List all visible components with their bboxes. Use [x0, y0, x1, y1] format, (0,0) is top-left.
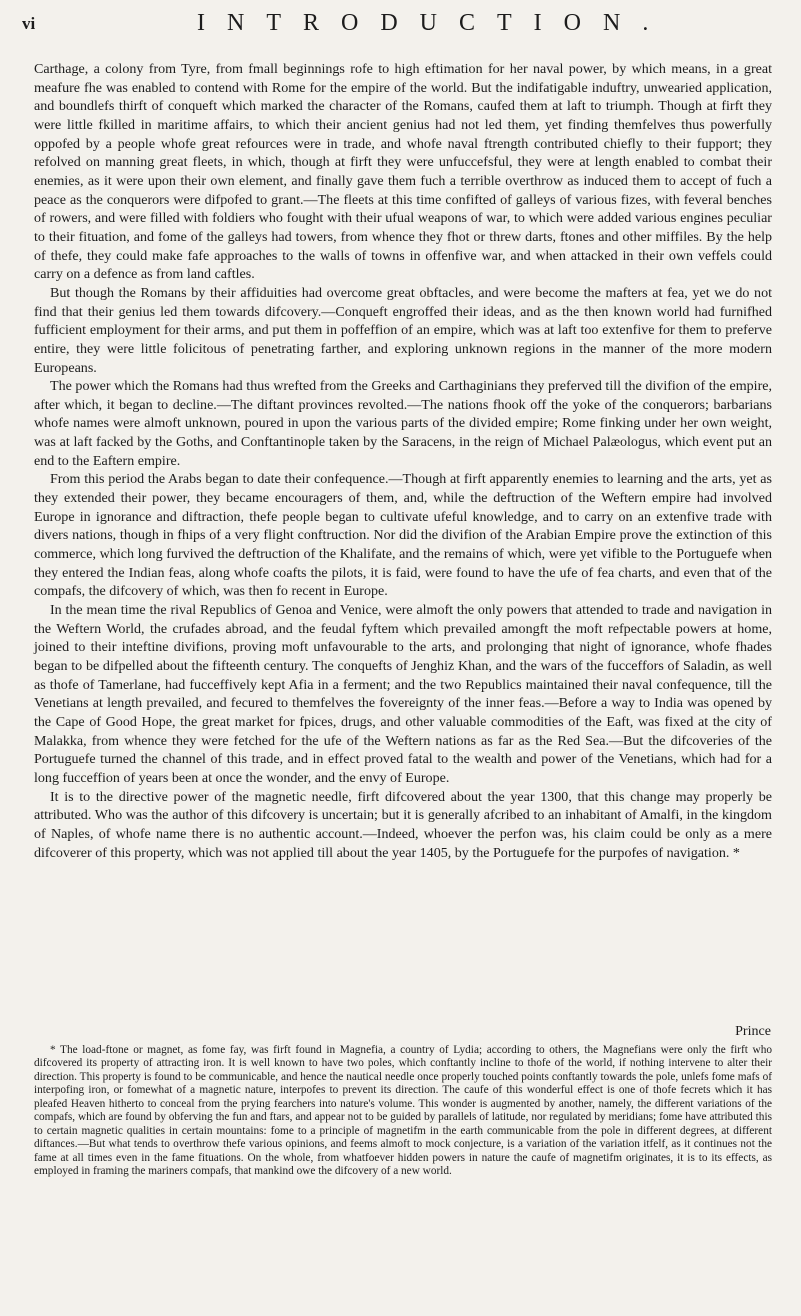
catchword: Prince	[735, 1023, 771, 1039]
paragraph: It is to the directive power of the magnetic needle, firft difcovered about the year 1300, that this change may properly be attributed. Who was the author of this difcovery is uncertain; but it is generally afcribed to an inhabitant of Amalfi, in the kingdom of Naples, of whofe name there is no authentic account.—Indeed, whoever the perfon was, his claim could be only as a mere difcoverer of this property, which was not applied till about the year 1405, by the Portuguefe for the purpofes of navigation. *	[34, 788, 772, 861]
page-number: vi	[22, 14, 36, 33]
paragraph: But though the Romans by their affiduities had overcome great obftacles, and were become the mafters at fea, yet we do not find that their genius led them towards difcovery.—Conqueft engroffed their ideas, and as the then known world had furnifhed fufficient employment for their arms, and put them in poffeffion of an empire, which was at laft too extenfive for them to preferve entire, they were little folicitous of penetrating farther, and exploring unknown regions in the manner of the more modern Europeans.	[34, 284, 772, 376]
footnote-text: * The load-ftone or magnet, as fome fay, was firft found in Magnefia, a country of Lydia; according to others, the Magnefians were only the firft who difcovered its property of attracting iron. It is well known to have two poles, which conftantly incline to thofe of the world, if nothing intervene to alter their direction. This property is found to be communicable, and hence the nautical needle once properly touched points conftantly towards the pole, unlefs fome mafs of interpofing iron, or fomewhat of a magnetic nature, interpofes to prevent its direction. The caufe of this wonderful effect is one of thofe fecrets which it has pleafed Heaven hitherto to conceal from the prying fearchers into nature's volume. This wonder is augmented by another, namely, the different variations of the compafs, which are found by obferving the fun and ftars, and appear not to be guided by parallels of latitude, nor regulated by meridians; fome have attributed this to certain magnetic qualities in certain mountains: fome to a principle of magnetifm in the earth communicable from the pole in different degrees, at different diftances.—But what tends to overthrow thefe various opinions, and feems almoft to mock conjecture, is a variation of the variation itfelf, as it continues not the fame at all times even in the fame fituations. On the whole, from whatfoever hidden powers in nature the caufe of magnetifm originates, it is to its effects, as employed in framing the mariners compafs, that mankind owe the difcovery of a new world.	[34, 1044, 772, 1178]
page-header	[22, 10, 761, 50]
body-text	[34, 60, 772, 862]
paragraph: Carthage, a colony from Tyre, from fmall beginnings rofe to high eftimation for her naval power, by which means, in a great meafure fhe was enabled to contend with Rome for the empire of the world. But the indifatigable induftry, unwearied application, and boundlefs thirft of conqueft which marked the character of the Romans, caufed them at laft to triumph. Though at firft they were little fkilled in maritime affairs, to which their ancient genius had not led them, yet finding themfelves thus powerfully oppofed by a people whofe great refources were in trade, and whofe naval ftrength contributed chiefly to their fupport; they refolved on manning great fleets, in which, though at firft they were unfuccefsful, they were at length enabled to combat their enemies, as it were upon their own element, and finally gave them fuch a terrible overthrow as induced them to accept of fuch a peace as the conquerors were difpofed to grant.—The fleets at this time confifted of galleys of various fizes, with feveral benches of rowers, and were filled with foldiers who fought with their ufual weapons of war, to which were added various engines peculiar to their fituation, and fome of the galleys had towers, from whence they fhot or threw darts, ftones and other miffiles. By the help of thefe, they could make fafe approaches to the walls of towns in offenfive war, and when attacked in their own veffels could carry on a defence as from land caftles.	[34, 61, 772, 283]
paragraph: The power which the Romans had thus wrefted from the Greeks and Carthaginians they preferved till the divifion of the empire, after which, it began to decline.—The diftant provinces revolted.—The nations fhook off the yoke of the conquerors; barbarians whofe names were almoft unknown, poured in upon the various parts of the divided empire; Rome finking under her own weight, was at laft facked by the Goths, and Conftantinople taken by the Saracens, in the reign of Michael Palæologus, which event put an end to the Eaftern empire.	[34, 378, 772, 469]
paragraph: In the mean time the rival Republics of Genoa and Venice, were almoft the only powers that attended to trade and navigation in the Weftern World, the crufades abroad, and the feudal fyftem which prevailed amongft the moft refpectable powers at home, joined to their inteftine divifions, proving moft unfavourable to the arts, and prolonging that night of ignorance, whofe fhades began to be difpelled about the fifteenth century. The conquefts of Jenghiz Khan, and the wars of the fucceffors of Saladin, as well as thofe of Tamerlane, had fucceffively kept Afia in a ferment; and the two Republics maintained their naval confequence, till the Venetians at length prevailed, and fecured to themfelves the fovereignty of the inner feas.—Before a way to India was opened by the Cape of Good Hope, the great market for fpices, drugs, and other valuable commodities of the Eaft, was fixed at the city of Malakka, from whence they were fetched for the ufe of the Weftern nations as far as the Red Sea.—But the difcoveries of the Portuguefe turned the channel of this trade, and in effect proved fatal to the wealth and power of the Venetians, which had for a long fucceffion of years been at once the wonder, and the envy of Europe.	[34, 602, 772, 786]
paragraph: From this period the Arabs began to date their confequence.—Though at firft apparently enemies to learning and the arts, yet as they extended their power, they became encouragers of them, and, while the deftruction of the Weftern empire had involved Europe in ignorance and diftraction, thefe people began to cultivate ufeful knowledge, and to carry on an extenfive trade with divers nations, though in fhips of a very flight conftruction. Nor did the divifion of the Arabian Empire prove the extinction of this commerce, which long furvived the deftruction of the Khalifate, and the remains of which, were yet vifible to the Portuguefe when they entered the Indian feas, along whofe coafts the pilots, it is faid, were found to have the ufe of fea charts, and even that of the compafs, the difcovery of which, was then fo recent in Europe.	[34, 471, 772, 600]
running-head: INTRODUCTION.	[197, 10, 671, 36]
footnote	[34, 1044, 772, 1179]
